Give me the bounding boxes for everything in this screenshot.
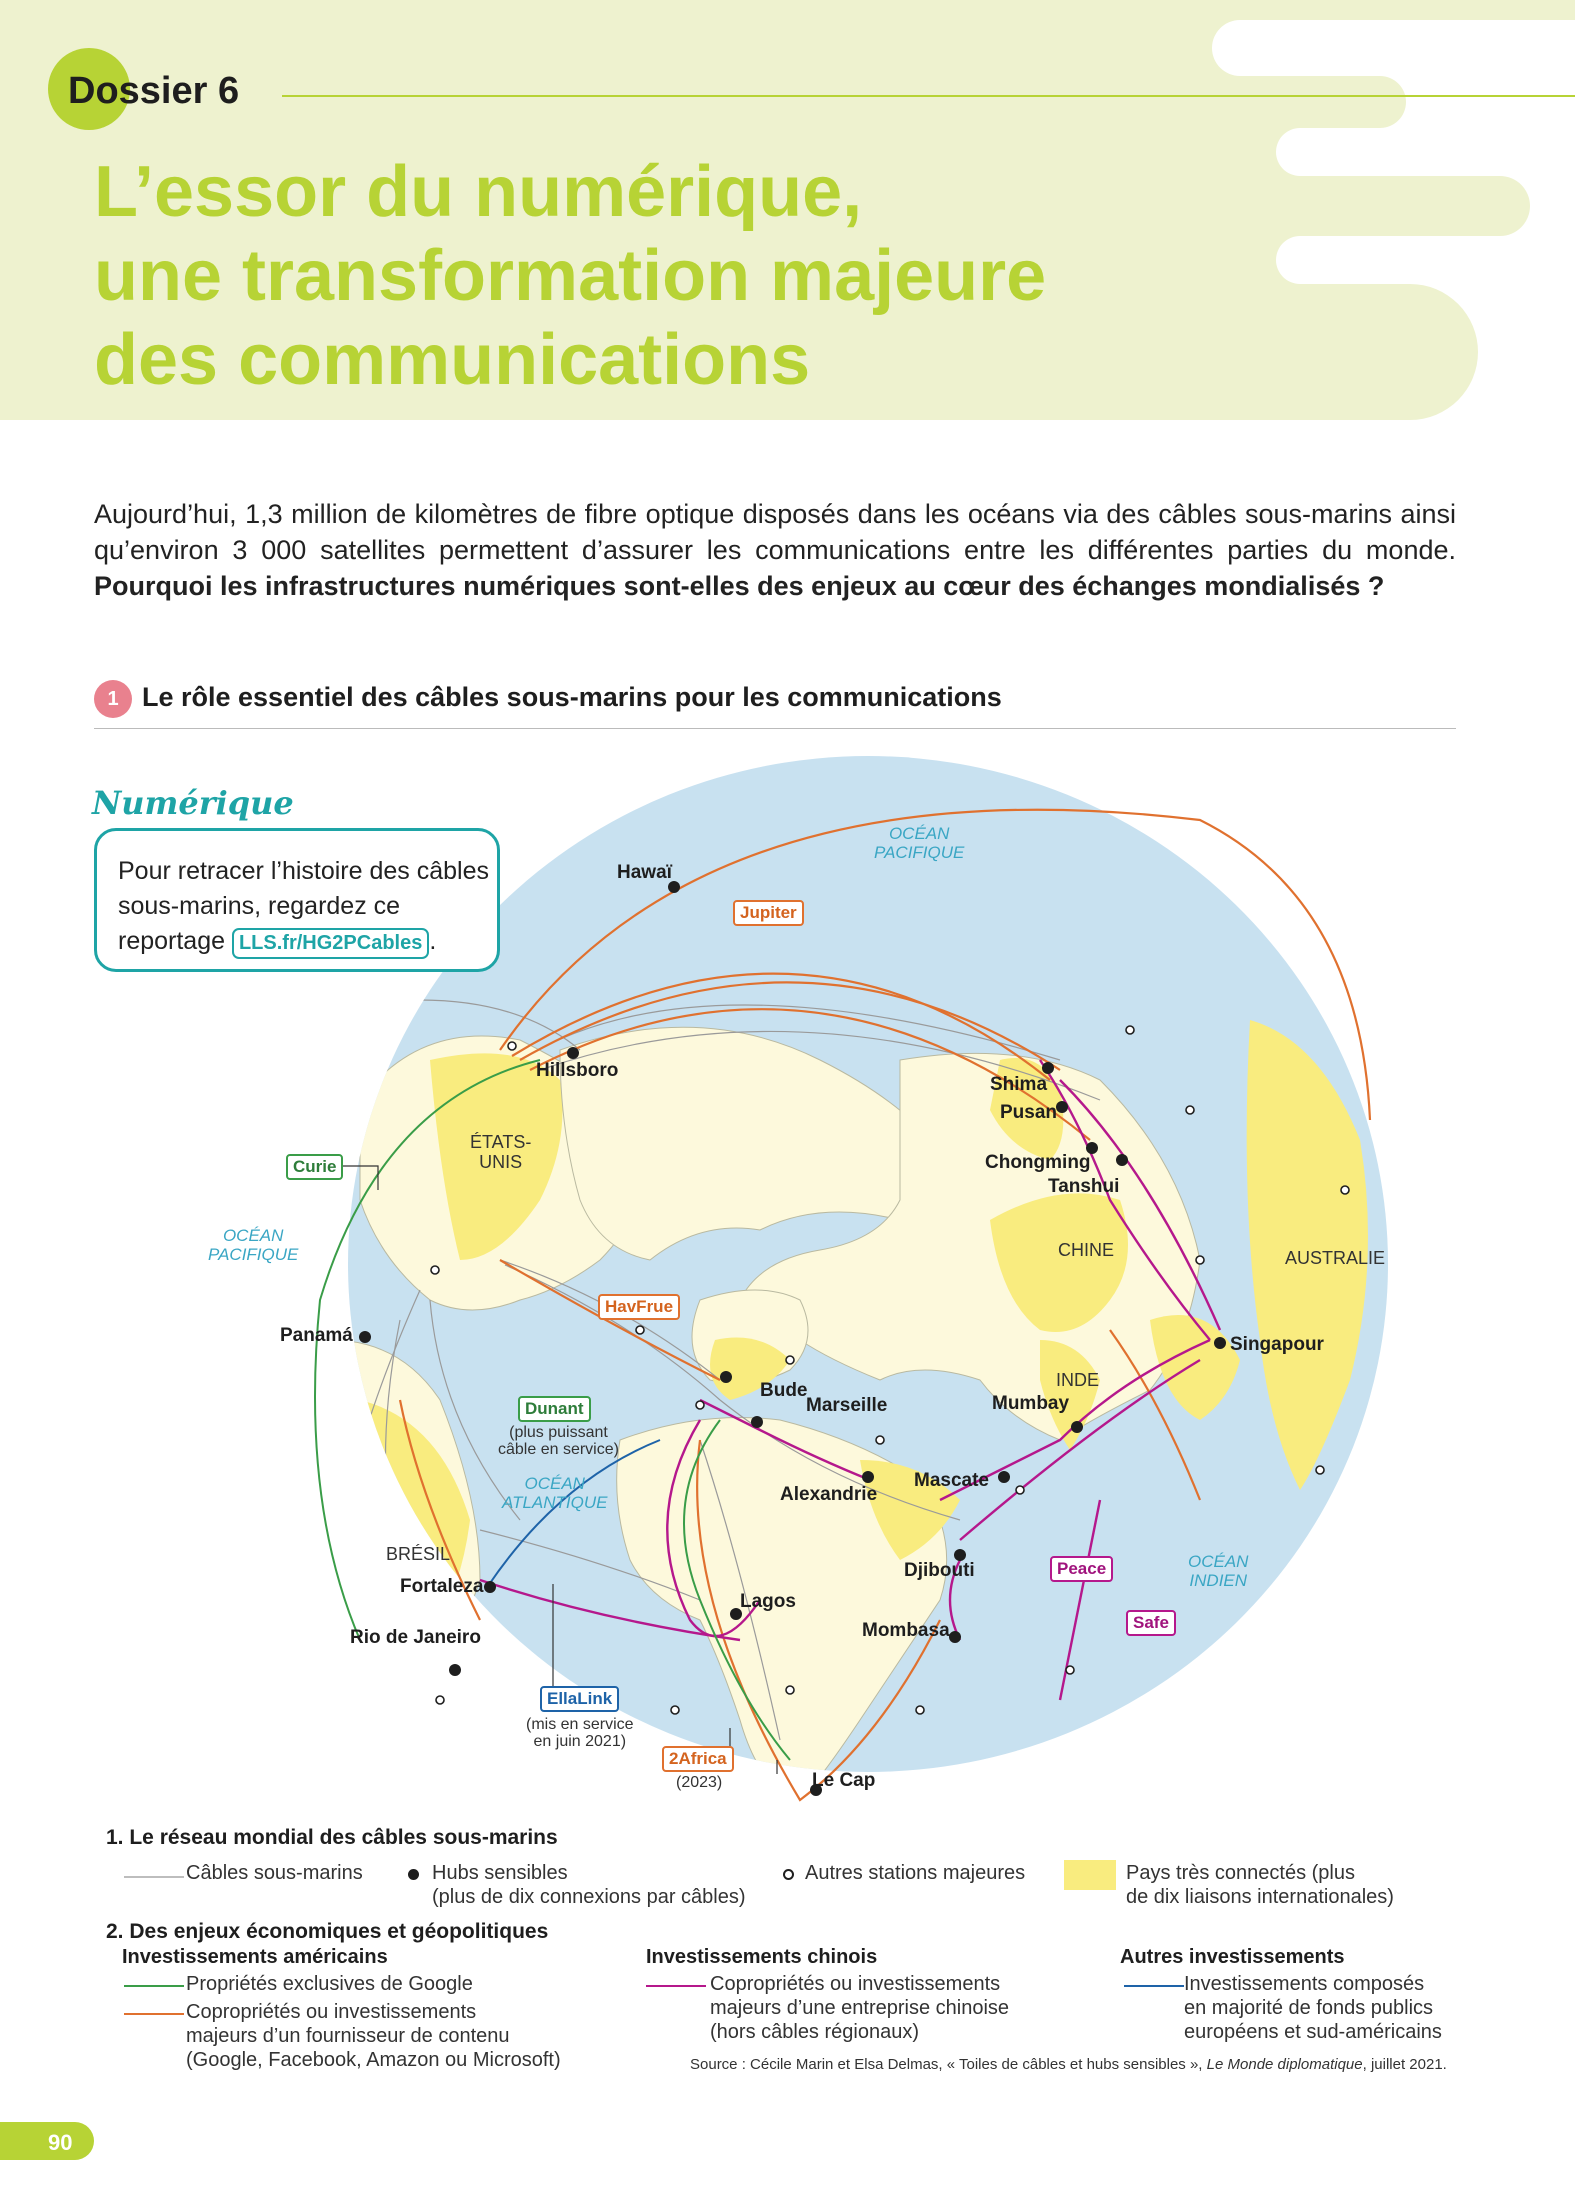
- ocean-label-atlantic: [502, 1474, 607, 1512]
- cable-note-ellalink-line1: (mis en service: [526, 1716, 634, 1733]
- hub-label-lagos: Lagos: [740, 1591, 796, 1612]
- cable-tag-curie: Curie: [286, 1154, 343, 1180]
- hub-label-marseille: Marseille: [806, 1395, 888, 1416]
- legend-connected-line1: Pays très connectés (plus: [1126, 1862, 1355, 1884]
- legend-public-label: [1184, 1972, 1442, 2044]
- numerique-text: [118, 854, 498, 959]
- legend-public-line1: Investissements composés: [1184, 1973, 1425, 1995]
- legend-line-content: [124, 2013, 184, 2015]
- cable-note-ellalink: [526, 1716, 634, 1750]
- hub-label-alexandrie: Alexandrie: [780, 1484, 878, 1505]
- legend-google-label: Propriétés exclusives de Google: [186, 1973, 473, 1995]
- cable-tag-safe: Safe: [1126, 1610, 1176, 1636]
- legend-section-2-title: 2. Des enjeux économiques et géopolitiques: [106, 1920, 549, 1943]
- legend-line-cables: [124, 1876, 184, 1878]
- legend-line-public: [1124, 1985, 1184, 1987]
- cable-tag-ellalink: EllaLink: [540, 1686, 619, 1712]
- ocean-label-indian: [1188, 1552, 1248, 1590]
- cable-note-ellalink-line2: en juin 2021): [533, 1733, 627, 1750]
- country-label-australia: AUSTRALIE: [1285, 1248, 1386, 1268]
- hub-label-mombasa: Mombasa: [862, 1620, 950, 1641]
- legend-hubs-line1: Hubs sensibles: [432, 1862, 568, 1884]
- hub-label-shima: Shima: [990, 1074, 1048, 1095]
- intro-question: Pourquoi les infrastructures numériques sont-elles des enjeux au cœur des échanges mondialisés ?: [94, 571, 1385, 601]
- legend-content-line1: Copropriétés ou investissements: [186, 2001, 477, 2023]
- legend-content-line2: majeurs d’un fournisseur de contenu: [186, 2025, 510, 2047]
- hub-label-le-cap: Le Cap: [812, 1770, 876, 1791]
- page-number-badge: [0, 2122, 94, 2160]
- ocean-pacific-west-line1: OCÉAN: [222, 1226, 284, 1245]
- intro-paragraph: [94, 496, 1456, 604]
- hub-label-pusan: Pusan: [1000, 1102, 1058, 1123]
- ocean-atlantic-line2: ATLANTIQUE: [502, 1493, 608, 1512]
- legend-connected-label: [1126, 1861, 1394, 1909]
- legend-public-line2: en majorité de fonds publics: [1184, 1997, 1434, 2019]
- hub-label-chongming: Chongming: [985, 1152, 1091, 1173]
- numerique-after: .: [429, 927, 437, 955]
- country-label-usa: [470, 1132, 531, 1172]
- dossier-divider: [282, 95, 1575, 97]
- ocean-atlantic-line1: OCÉAN: [524, 1474, 585, 1493]
- title-line-1: L’essor du numérique,: [94, 152, 863, 232]
- legend-section-1-title: 1. Le réseau mondial des câbles sous-marins: [106, 1826, 558, 1849]
- hub-label-tanshui: Tanshui: [1048, 1176, 1120, 1197]
- source-citation: [690, 2056, 1447, 2073]
- country-label-brazil: BRÉSIL: [386, 1544, 451, 1564]
- title-line-2: une transformation majeure: [94, 236, 1047, 316]
- legend-content-label: [186, 2000, 561, 2072]
- legend-us-title: Investissements américains: [122, 1946, 388, 1968]
- ocean-pacific-west-line2: PACIFIQUE: [208, 1245, 299, 1264]
- document-number-badge: 1: [94, 680, 132, 718]
- legend-content-line3: (Google, Facebook, Amazon ou Microsoft): [186, 2049, 561, 2071]
- cable-note-dunant: [498, 1424, 619, 1458]
- legend-line-google: [124, 1985, 184, 1987]
- hub-label-rio: Rio de Janeiro: [350, 1627, 481, 1648]
- legend-hub-marker: [408, 1869, 419, 1880]
- hub-label-bude: Bude: [760, 1380, 808, 1401]
- hub-label-panama: Panamá: [280, 1325, 353, 1346]
- document-divider: [94, 728, 1456, 729]
- hub-label-mascate: Mascate: [914, 1470, 989, 1491]
- cable-tag-dunant: Dunant: [518, 1396, 591, 1422]
- intro-text: Aujourd’hui, 1,3 million de kilomètres de fibre optique disposés dans les océans via des câbles sous-marins ainsi qu’environ 3 000 satellites permettent d’assurer les communications entre les différentes parties du monde.: [94, 499, 1456, 565]
- country-label-china: CHINE: [1058, 1240, 1115, 1260]
- legend-public-line3: européens et sud-américains: [1184, 2021, 1442, 2043]
- cable-note-dunant-line2: câble en service): [498, 1441, 619, 1458]
- legend-station-marker: [783, 1869, 794, 1880]
- ocean-label-pacific-north: [874, 824, 964, 862]
- cable-tag-peace: Peace: [1050, 1556, 1113, 1582]
- hub-label-hawai: Hawaï: [617, 862, 672, 883]
- source-prefix: Source : Cécile Marin et Elsa Delmas, « Toiles de câbles et hubs sensibles »,: [690, 2056, 1207, 2073]
- legend-chinese-label: [710, 1972, 1009, 2044]
- source-suffix: , juillet 2021.: [1362, 2056, 1447, 2073]
- source-journal: Le Monde diplomatique: [1206, 2056, 1363, 2073]
- legend-connected-swatch: [1064, 1860, 1116, 1890]
- cable-note-dunant-line1: (plus puissant: [509, 1424, 608, 1441]
- legend-chinese-line3: (hors câbles régionaux): [710, 2021, 919, 2043]
- ocean-pacific-north-line1: OCÉAN: [888, 824, 950, 843]
- legend-line-chinese: [646, 1985, 706, 1987]
- legend-hubs-label: [432, 1861, 746, 1909]
- page-title: [94, 150, 1094, 402]
- legend-other-title: Autres investissements: [1120, 1946, 1345, 1968]
- legend-cn-title: Investissements chinois: [646, 1946, 878, 1968]
- legend-chinese-line2: majeurs d’une entreprise chinoise: [710, 1997, 1010, 2019]
- cable-tag-havfrue: HavFrue: [598, 1294, 680, 1320]
- hub-label-singapour: Singapour: [1230, 1334, 1324, 1355]
- ocean-pacific-north-line2: PACIFIQUE: [874, 843, 965, 862]
- numerique-title: Numérique: [92, 784, 294, 822]
- legend-chinese-line1: Copropriétés ou investissements: [710, 1973, 1001, 1995]
- hub-label-fortaleza: Fortaleza: [400, 1576, 484, 1597]
- ocean-label-pacific-west: [208, 1226, 298, 1264]
- page-number: 90: [48, 2130, 73, 2155]
- ocean-indian-line1: OCÉAN: [1188, 1552, 1249, 1571]
- cable-note-2africa: (2023): [676, 1774, 723, 1791]
- numerique-link[interactable]: LLS.fr/HG2PCables: [232, 928, 429, 959]
- dossier-label: Dossier 6: [68, 70, 240, 112]
- legend-hubs-line2: (plus de dix connexions par câbles): [432, 1886, 746, 1908]
- legend-cables-label: Câbles sous-marins: [186, 1862, 363, 1884]
- country-usa-line1: ÉTATS-: [470, 1132, 532, 1152]
- title-line-3: des communications: [94, 320, 811, 400]
- document-title: Le rôle essentiel des câbles sous-marins pour les communications: [142, 682, 1002, 712]
- numerique-body: Pour retracer l’histoire des câbles sous-marins, regardez ce reportage: [118, 857, 489, 955]
- country-label-india: INDE: [1056, 1370, 1100, 1390]
- legend-stations-label: Autres stations majeures: [805, 1862, 1026, 1884]
- hub-label-djibouti: Djibouti: [904, 1560, 975, 1581]
- ocean-indian-line2: INDIEN: [1189, 1571, 1248, 1590]
- hub-label-hillsboro: Hillsboro: [536, 1060, 619, 1081]
- hub-label-mumbay: Mumbay: [992, 1393, 1070, 1414]
- country-usa-line2: UNIS: [479, 1152, 523, 1172]
- cable-tag-2africa: 2Africa: [662, 1746, 734, 1772]
- cable-tag-jupiter: Jupiter: [733, 900, 804, 926]
- legend-connected-line2: de dix liaisons internationales): [1126, 1886, 1394, 1908]
